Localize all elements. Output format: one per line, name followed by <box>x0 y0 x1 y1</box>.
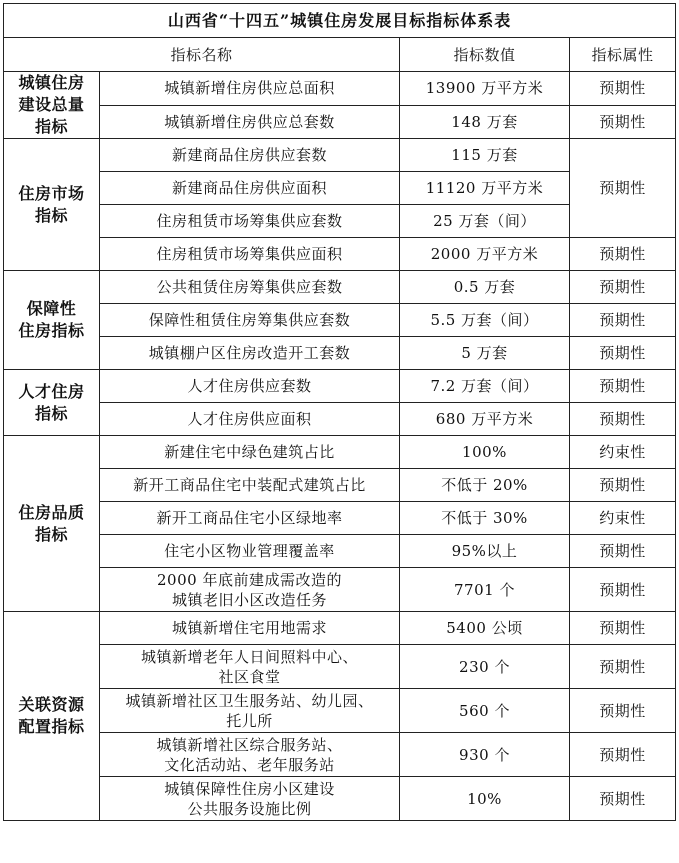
indicator-value: 95%以上 <box>400 535 570 568</box>
indicator-name <box>100 502 400 535</box>
indicator-name-line: 新建商品住房供应套数 <box>171 146 327 164</box>
indicator-name <box>100 304 400 337</box>
category-cell <box>4 436 100 612</box>
table-row <box>4 337 676 370</box>
indicator-name <box>100 139 400 172</box>
header-value: 指标数值 <box>400 38 570 72</box>
table-row <box>4 238 676 271</box>
indicator-name <box>100 403 400 436</box>
indicator-value: 7701 个 <box>400 568 570 612</box>
table-row <box>4 777 676 821</box>
indicator-name-line: 住房租赁市场筹集供应面积 <box>156 245 343 263</box>
indicator-value: 13900 万平方米 <box>400 72 570 106</box>
indicator-attribute: 预期性 <box>570 72 676 106</box>
table-row <box>4 436 676 469</box>
table-row <box>4 502 676 535</box>
category-label: 配置指标 <box>18 717 85 736</box>
indicator-attribute: 预期性 <box>570 238 676 271</box>
indicator-value: 148 万套 <box>400 105 570 139</box>
indicator-name <box>100 645 400 689</box>
indicator-name <box>100 172 400 205</box>
indicator-value: 11120 万平方米 <box>400 172 570 205</box>
indicator-name <box>100 689 400 733</box>
table-row <box>4 370 676 403</box>
indicator-attribute: 约束性 <box>570 436 676 469</box>
category-label: 住房市场 <box>18 183 85 203</box>
table-row <box>4 568 676 612</box>
table-row <box>4 535 676 568</box>
header-row <box>4 38 676 72</box>
category-label: 关联资源 <box>18 695 85 714</box>
indicator-attribute: 预期性 <box>570 139 676 238</box>
table-row <box>4 612 676 645</box>
indicator-name-line: 人才住房供应面积 <box>187 410 312 428</box>
indicator-value: 10% <box>400 777 570 821</box>
indicator-name-line: 城镇棚户区住房改造开工套数 <box>148 344 351 362</box>
category-label: 指标 <box>34 117 68 136</box>
category-cell <box>4 271 100 370</box>
indicator-name <box>100 370 400 403</box>
indicator-value: 680 万平方米 <box>400 403 570 436</box>
category-label: 人才住房 <box>18 381 85 401</box>
category-label: 指标 <box>34 403 68 423</box>
indicator-value: 115 万套 <box>400 139 570 172</box>
indicator-value: 不低于 30% <box>400 502 570 535</box>
indicator-name <box>100 271 400 304</box>
indicator-name <box>100 238 400 271</box>
category-label: 建设总量 <box>18 95 85 114</box>
indicator-attribute: 预期性 <box>570 568 676 612</box>
category-label: 指标 <box>34 205 68 225</box>
indicator-name-line: 新建商品住房供应面积 <box>171 179 327 197</box>
indicator-value: 230 个 <box>400 645 570 689</box>
indicator-value: 930 个 <box>400 733 570 777</box>
indicator-name-line: 新开工商品住宅中装配式建筑占比 <box>133 476 366 494</box>
header-name: 指标名称 <box>4 38 400 72</box>
indicator-attribute: 预期性 <box>570 403 676 436</box>
table-row <box>4 689 676 733</box>
indicator-name-line: 2000 年底前建成需改造的 <box>157 570 342 589</box>
indicator-name-line: 新开工商品住宅小区绿地率 <box>156 509 343 527</box>
indicator-value: 5400 公顷 <box>400 612 570 645</box>
indicator-name <box>100 568 400 612</box>
indicator-name-line: 城镇新增老年人日间照料中心、 <box>140 647 358 666</box>
indicator-name-line: 托儿所 <box>226 711 273 730</box>
indicator-attribute: 预期性 <box>570 105 676 139</box>
indicator-name <box>100 337 400 370</box>
category-cell <box>4 370 100 436</box>
table-row <box>4 469 676 502</box>
indicator-value: 5.5 万套（间） <box>400 304 570 337</box>
indicator-value: 25 万套（间） <box>400 205 570 238</box>
indicator-value: 100% <box>400 436 570 469</box>
indicator-name-line: 社区食堂 <box>218 667 281 686</box>
table-row <box>4 733 676 777</box>
indicator-attribute: 预期性 <box>570 370 676 403</box>
indicator-name <box>100 105 400 139</box>
indicator-name <box>100 612 400 645</box>
indicator-value: 5 万套 <box>400 337 570 370</box>
table-row <box>4 271 676 304</box>
indicator-name-line: 城镇新增住房供应总套数 <box>164 112 335 131</box>
indicator-attribute: 预期性 <box>570 535 676 568</box>
indicator-name <box>100 436 400 469</box>
category-label: 指标 <box>34 524 68 544</box>
indicator-name-line: 住宅小区物业管理覆盖率 <box>164 542 335 560</box>
indicator-name <box>100 469 400 502</box>
indicator-name-line: 人才住房供应套数 <box>187 377 312 395</box>
indicator-value: 2000 万平方米 <box>400 238 570 271</box>
category-label: 城镇住房 <box>18 73 85 92</box>
indicator-attribute: 预期性 <box>570 645 676 689</box>
indicator-name-line: 住房租赁市场筹集供应套数 <box>156 212 343 230</box>
indicator-value: 不低于 20% <box>400 469 570 502</box>
category-cell <box>4 612 100 821</box>
indicator-name <box>100 205 400 238</box>
indicator-name-line: 文化活动站、老年服务站 <box>164 755 335 774</box>
indicator-attribute: 预期性 <box>570 271 676 304</box>
table-title: 山西省“十四五”城镇住房发展目标指标体系表 <box>4 4 676 38</box>
indicator-attribute: 预期性 <box>570 777 676 821</box>
indicator-attribute: 预期性 <box>570 337 676 370</box>
table-row <box>4 105 676 139</box>
indicator-name-line: 城镇新增社区卫生服务站、幼儿园、 <box>125 691 374 710</box>
indicator-name-line: 城镇老旧小区改造任务 <box>171 590 327 609</box>
indicator-value: 0.5 万套 <box>400 271 570 304</box>
indicator-name-line: 保障性租赁住房筹集供应套数 <box>148 311 351 329</box>
indicator-attribute: 约束性 <box>570 502 676 535</box>
indicator-table <box>3 3 676 821</box>
category-cell <box>4 139 100 271</box>
category-label: 住房指标 <box>18 321 85 340</box>
indicator-attribute: 预期性 <box>570 733 676 777</box>
category-label: 保障性 <box>26 299 77 318</box>
indicator-value: 7.2 万套（间） <box>400 370 570 403</box>
indicator-name-line: 城镇保障性住房小区建设 <box>164 779 335 798</box>
indicator-name-line: 城镇新增社区综合服务站、 <box>156 735 343 754</box>
indicator-name <box>100 535 400 568</box>
indicator-value: 560 个 <box>400 689 570 733</box>
table-row <box>4 139 676 172</box>
table-row <box>4 645 676 689</box>
category-label: 住房品质 <box>18 502 85 522</box>
indicator-name-line: 城镇新增住房供应总面积 <box>164 79 335 98</box>
indicator-attribute: 预期性 <box>570 612 676 645</box>
indicator-name <box>100 777 400 821</box>
indicator-name <box>100 72 400 106</box>
header-attribute: 指标属性 <box>570 38 676 72</box>
table-row <box>4 304 676 337</box>
indicator-name-line: 新建住宅中绿色建筑占比 <box>164 443 335 461</box>
indicator-name-line: 公共服务设施比例 <box>187 799 312 818</box>
table-row <box>4 72 676 106</box>
indicator-attribute: 预期性 <box>570 304 676 337</box>
indicator-name-line: 公共租赁住房筹集供应套数 <box>156 278 343 296</box>
category-cell <box>4 72 100 139</box>
indicator-attribute: 预期性 <box>570 689 676 733</box>
indicator-name <box>100 733 400 777</box>
table-row <box>4 403 676 436</box>
indicator-name-line: 城镇新增住宅用地需求 <box>171 619 327 637</box>
indicator-attribute: 预期性 <box>570 469 676 502</box>
